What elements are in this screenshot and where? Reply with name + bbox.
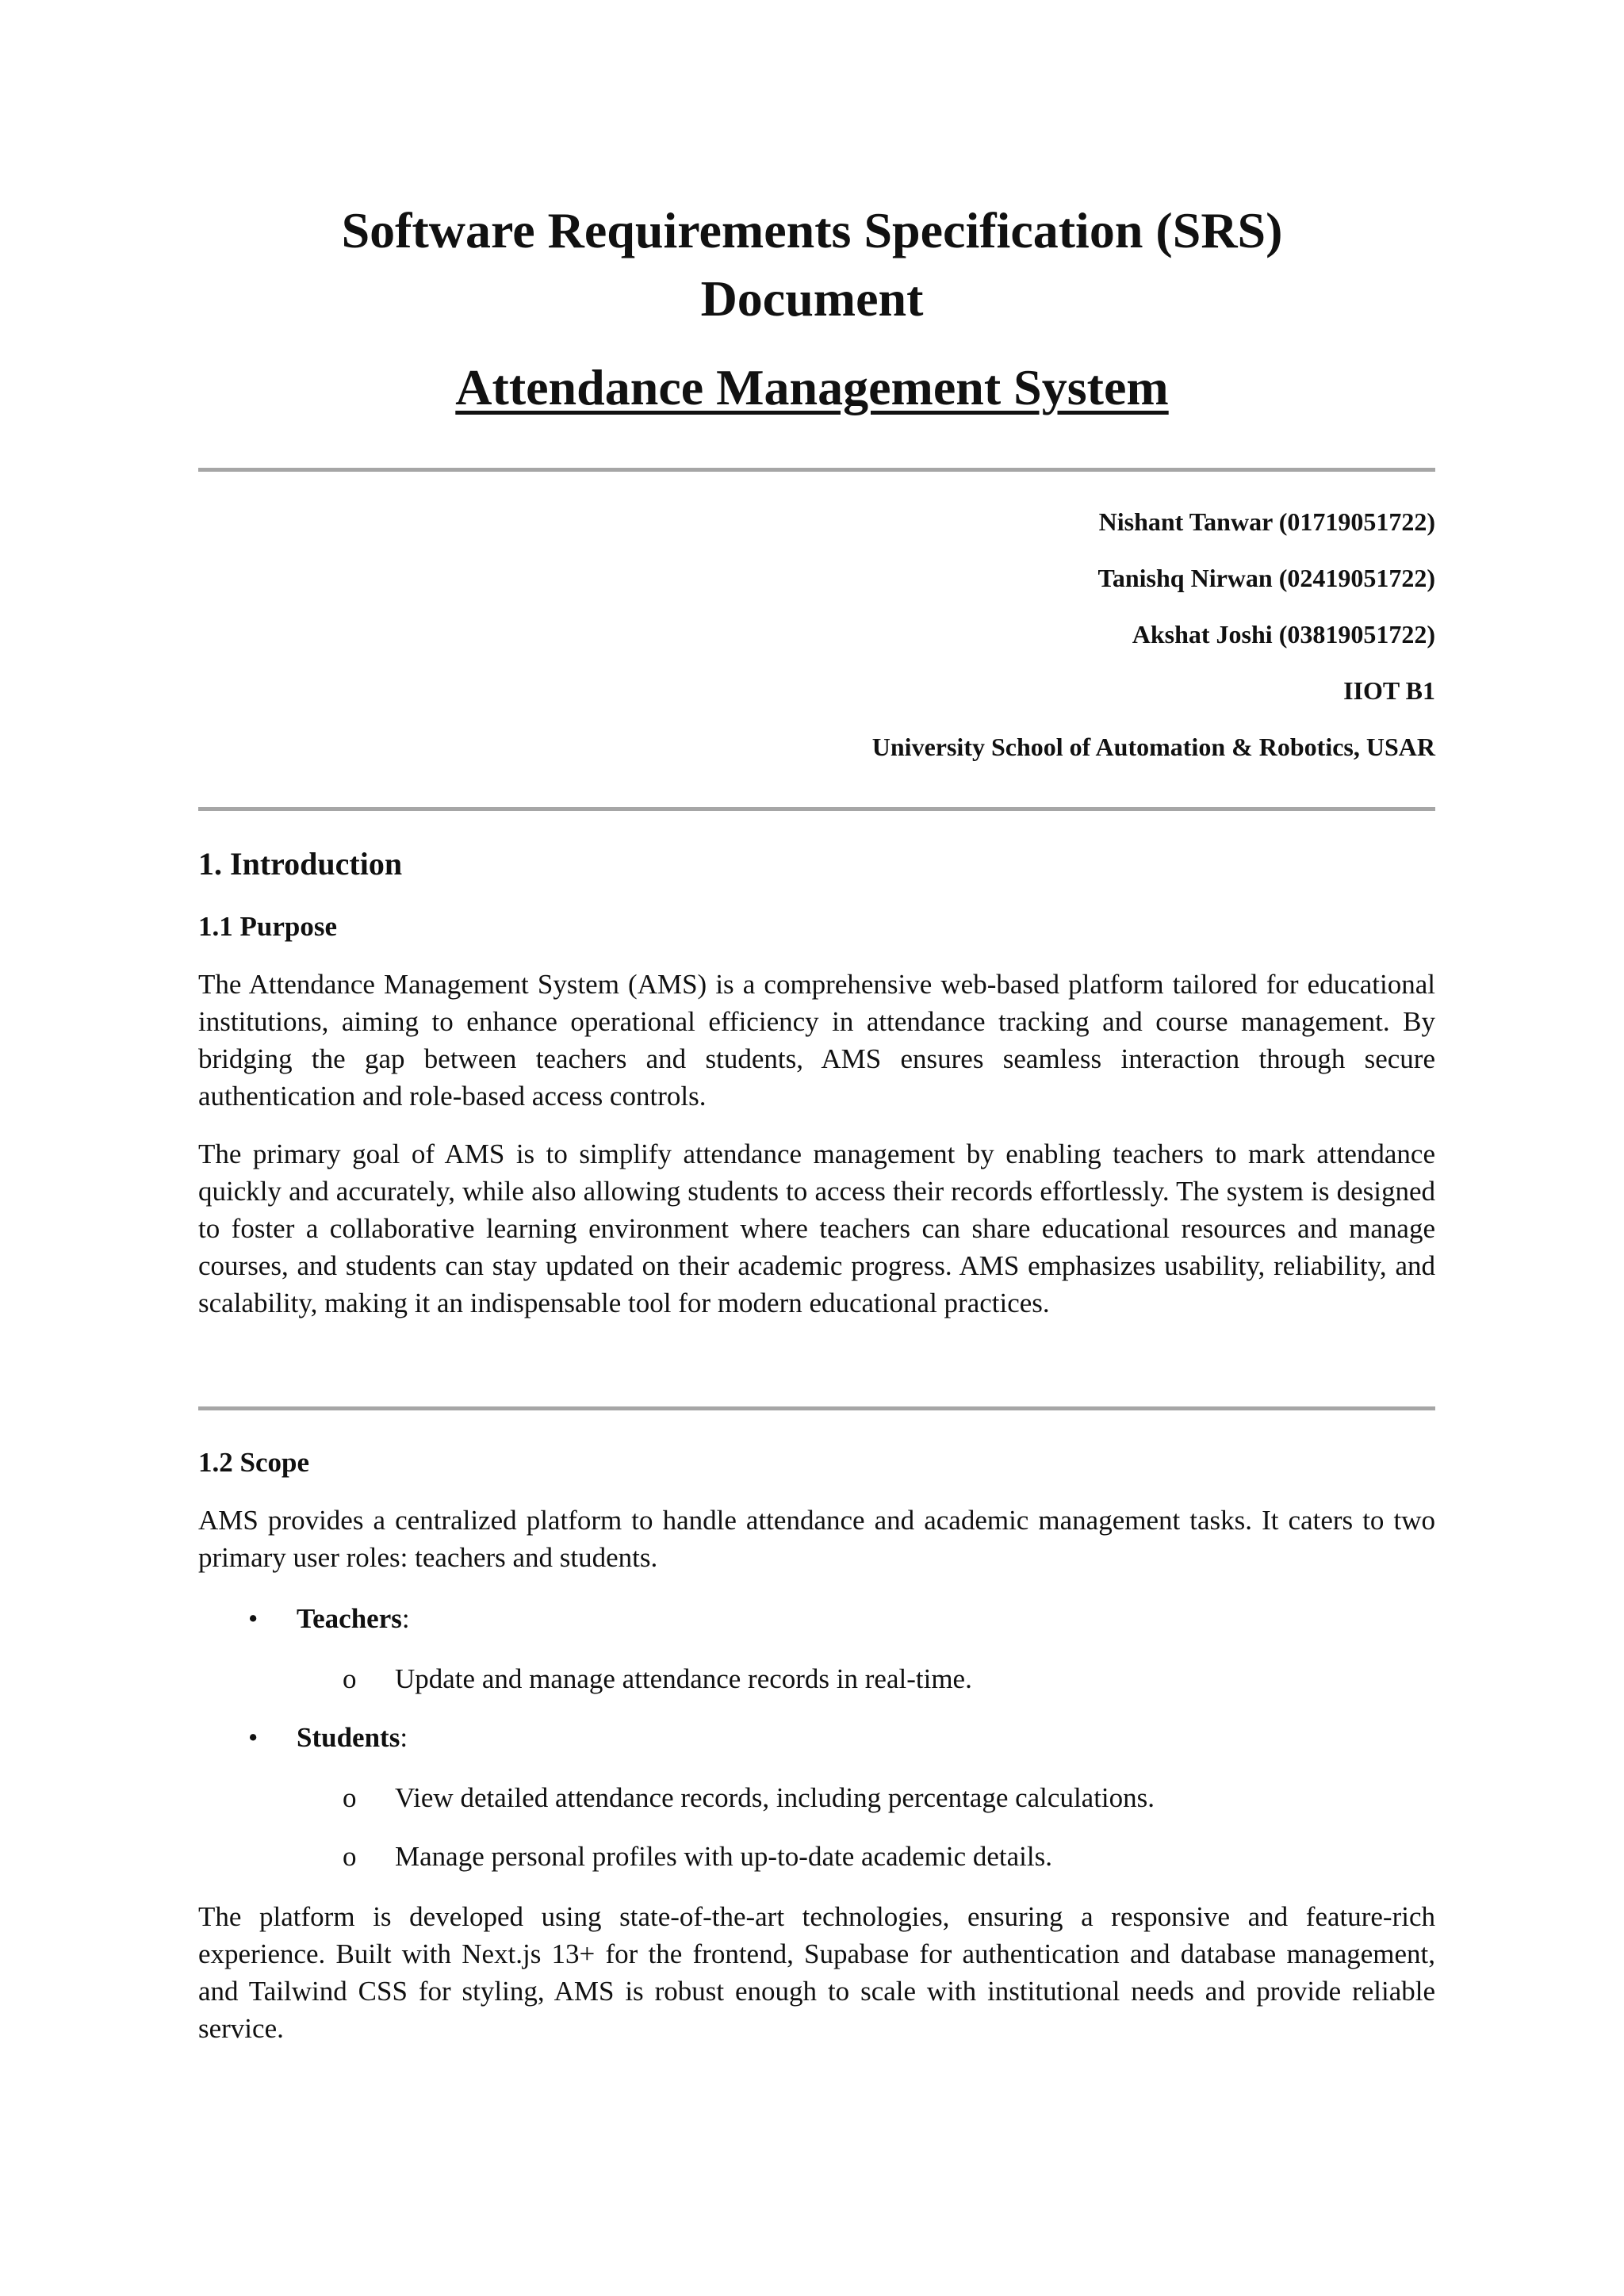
- scope-paragraph-1: AMS provides a centralized platform to handle attendance and academic management tasks. It caters to two primary user roles: teachers and students.: [198, 1505, 1435, 1573]
- sub-bullet-icon: o: [343, 1841, 357, 1872]
- sub-bullet-icon: o: [343, 1663, 357, 1694]
- sub-bullet-icon: o: [343, 1782, 357, 1813]
- label-colon: :: [401, 1603, 410, 1634]
- institution: University School of Automation & Robotics, USAR: [871, 733, 1435, 761]
- section-heading-introduction: 1. Introduction: [198, 846, 403, 882]
- divider: [198, 807, 1435, 811]
- bullet-icon: •: [248, 1722, 259, 1753]
- author-1: Nishant Tanwar (01719051722): [1098, 507, 1435, 536]
- label-colon: :: [400, 1722, 408, 1753]
- students-item-1: View detailed attendance records, including percentage calculations.: [395, 1782, 1155, 1813]
- class-section: IIOT B1: [1343, 676, 1435, 705]
- teachers-item-1: Update and manage attendance records in real-time.: [395, 1663, 972, 1694]
- author-block: [198, 499, 1435, 781]
- divider: [198, 1406, 1435, 1410]
- teachers-label: Teachers: [297, 1603, 402, 1634]
- subsection-heading-purpose: 1.1 Purpose: [198, 911, 337, 942]
- purpose-paragraph-1: The Attendance Management System (AMS) is a comprehensive web-based platform tailored for educational institutions, aiming to enhance operational efficiency in attendance tracking and course management. By bridging the gap between teachers and students, AMS ensures seamless interaction through secure authentication and role-based access controls.: [198, 969, 1435, 1112]
- purpose-paragraph-2: The primary goal of AMS is to simplify attendance management by enabling teachers to mark attendance quickly and accurately, while also allowing students to access their records effortlessly. The system is designed to foster a collaborative learning environment where teachers can share educational resources and manage courses, and students can stay updated on their academic progress. AMS emphasizes usability, reliability, and scalability, making it an indispensable tool for modern educational practices.: [198, 1138, 1435, 1318]
- bullet-icon: •: [248, 1603, 259, 1634]
- document-title-line2: Document: [700, 270, 924, 327]
- list-item-students: [297, 1719, 408, 1756]
- divider: [198, 468, 1435, 472]
- students-item-2: Manage personal profiles with up-to-date academic details.: [395, 1841, 1052, 1872]
- document-title: Software Requirements Specification (SRS): [341, 202, 1283, 258]
- document-subtitle: Attendance Management System: [455, 359, 1169, 415]
- subsection-heading-scope: 1.2 Scope: [198, 1447, 309, 1478]
- list-item-teachers: [297, 1600, 410, 1637]
- author-3: Akshat Joshi (03819051722): [1132, 620, 1435, 649]
- author-2: Tanishq Nirwan (02419051722): [1097, 564, 1435, 592]
- scope-paragraph-2: The platform is developed using state-of-the-art technologies, ensuring a responsive and feature-rich experience. Built with Next.js 13+ for the frontend, Supabase for authentication and database management, and Tailwind CSS for styling, AMS is robust enough to scale with institutional needs and provide reliable service.: [198, 1901, 1435, 2044]
- students-label: Students: [297, 1722, 400, 1753]
